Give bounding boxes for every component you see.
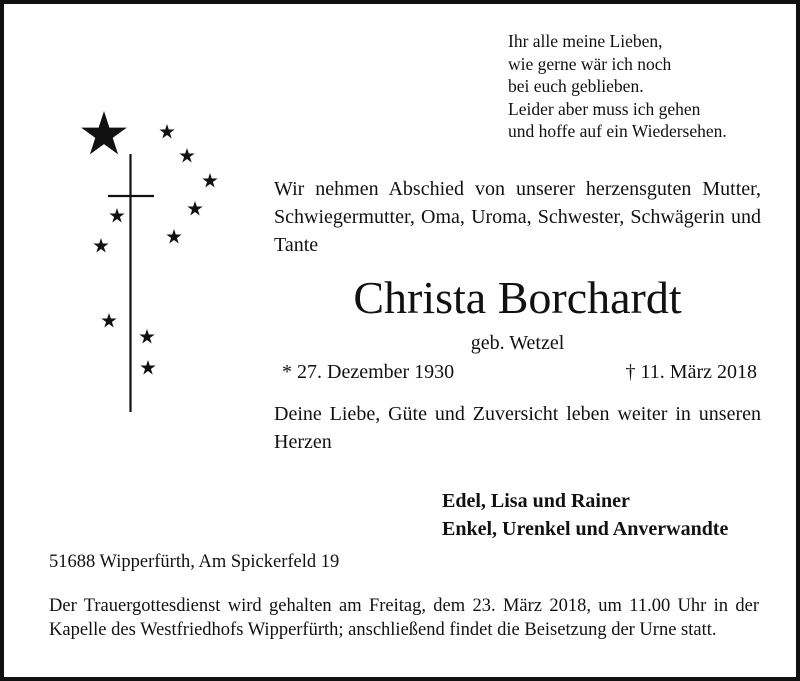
poem-line: Ihr alle meine Lieben, bbox=[508, 31, 663, 51]
address: 51688 Wipperfürth, Am Spickerfeld 19 bbox=[49, 552, 340, 572]
star-icon bbox=[139, 329, 154, 343]
star-icon bbox=[140, 360, 155, 374]
mourners bbox=[442, 487, 728, 543]
cross-and-stars-graphic bbox=[4, 4, 264, 424]
star-icon bbox=[159, 124, 174, 138]
birth-date: * 27. Dezember 1930 bbox=[282, 361, 455, 383]
farewell-intro: Wir nehmen Abschied von unserer herzensguten Mutter, Schwiegermutter, Oma, Uroma, Schwester, Schwägerin und Tante bbox=[274, 178, 761, 256]
poem bbox=[508, 30, 727, 143]
star-icon bbox=[101, 313, 116, 327]
mourners-line: Enkel, Urenkel und Anverwandte bbox=[442, 518, 729, 540]
death-date: † 11. März 2018 bbox=[625, 361, 757, 383]
life-dates bbox=[282, 359, 757, 385]
deceased-name: Christa Borchardt bbox=[353, 272, 682, 323]
star-icon bbox=[166, 229, 181, 243]
star-icon bbox=[81, 111, 127, 154]
poem-line: Leider aber muss ich gehen bbox=[508, 98, 701, 119]
poem-line: wie gerne wär ich noch bbox=[508, 53, 672, 74]
funeral-service-info: Der Trauergottesdienst wird gehalten am Freitag, dem 23. März 2018, um 11.00 Uhr in der Kapelle des Westfriedhofs Wipperfürth; anschließend findet die Beisetzung der Urne statt. bbox=[49, 596, 759, 640]
tribute-text: Deine Liebe, Güte und Zuversicht leben weiter in unseren Herzen bbox=[274, 403, 761, 453]
birth-name: geb. Wetzel bbox=[470, 332, 565, 354]
star-icon bbox=[187, 201, 202, 215]
poem-line: bei euch geblieben. bbox=[508, 76, 644, 97]
poem-line: und hoffe auf ein Wiedersehen. bbox=[508, 121, 727, 142]
star-icon bbox=[202, 173, 217, 187]
mourners-line: Edel, Lisa und Rainer bbox=[442, 490, 630, 512]
star-icon bbox=[109, 208, 124, 222]
star-icon bbox=[93, 238, 108, 252]
star-icon bbox=[179, 148, 194, 162]
cross-icon bbox=[108, 154, 154, 412]
